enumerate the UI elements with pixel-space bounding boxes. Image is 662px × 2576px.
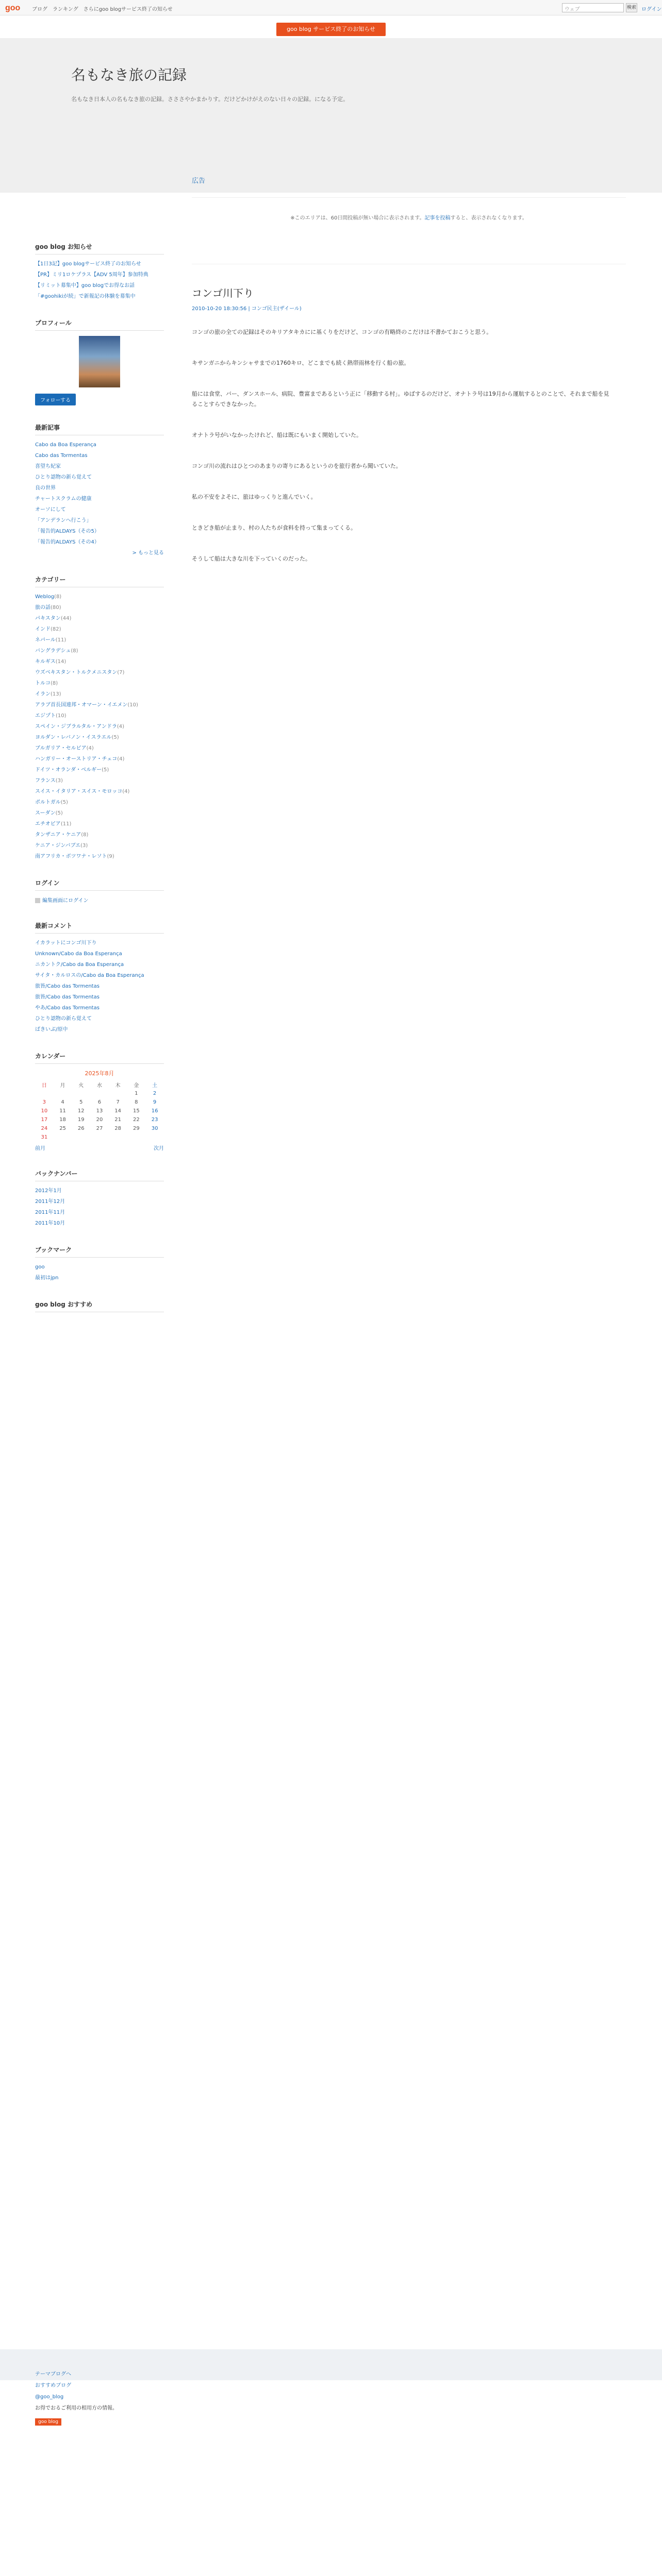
- recent-post-link[interactable]: 「報告的ALDAYS（その5）: [35, 529, 100, 534]
- bookmark-link[interactable]: 最初はjpn: [35, 1275, 59, 1281]
- category-name: トルコ: [35, 681, 51, 686]
- top-links: [32, 5, 173, 12]
- category-count: (5): [60, 800, 68, 805]
- calendar-day: [109, 1089, 127, 1098]
- category-count: (10): [127, 702, 138, 708]
- news-section: [35, 242, 164, 301]
- category-link[interactable]: [35, 636, 164, 645]
- category-count: (8): [71, 648, 78, 654]
- news-item[interactable]: 【PR】ミリ1ロケプラス【ADV 5周年】参加特典: [35, 272, 148, 278]
- calendar-table: [35, 1080, 164, 1142]
- blog-header: [0, 38, 662, 193]
- top-link-notice[interactable]: さらにgoo blogサービス終了の知らせ: [83, 7, 173, 12]
- calendar-day[interactable]: 9: [153, 1099, 157, 1105]
- category-count: (13): [51, 691, 61, 697]
- profile-section: [35, 318, 164, 405]
- category-link[interactable]: [35, 711, 164, 720]
- category-link[interactable]: [35, 766, 164, 774]
- category-count: (4): [86, 745, 94, 751]
- category-count: (7): [117, 670, 125, 675]
- category-section: [35, 575, 164, 861]
- recommended-blog-link[interactable]: おすすめブログ: [35, 2383, 72, 2388]
- category-link[interactable]: [35, 614, 164, 623]
- category-name: キルギス: [35, 659, 56, 665]
- calendar-day[interactable]: 7: [116, 1099, 120, 1105]
- recent-post-link[interactable]: Cabo da Boa Esperança: [35, 442, 96, 448]
- category-link[interactable]: [35, 722, 164, 731]
- category-count: (11): [60, 821, 72, 827]
- news-item[interactable]: 【リミット募集中】goo blogでお得なお話: [35, 283, 135, 289]
- calendar-day[interactable]: 12: [77, 1108, 85, 1114]
- login-link[interactable]: ログイン: [641, 7, 662, 12]
- category-name: フランス: [35, 778, 56, 784]
- calendar-day: [90, 1133, 109, 1142]
- comments-section: [35, 921, 164, 1034]
- recent-post-link[interactable]: オーソにして: [35, 507, 66, 513]
- category-link[interactable]: [35, 787, 164, 796]
- main-content: [192, 175, 626, 585]
- calendar-weekday: 金: [134, 1083, 139, 1089]
- ad-area: [192, 197, 626, 264]
- calendar-day[interactable]: 3: [42, 1099, 46, 1105]
- category-name: バングラデシュ: [35, 648, 71, 654]
- ad-label: 広告: [192, 177, 206, 185]
- category-link[interactable]: [35, 690, 164, 699]
- calendar-day: [109, 1133, 127, 1142]
- comment-link[interactable]: ひとり認物の新ら覚えて: [35, 1016, 92, 1022]
- calendar-day[interactable]: 6: [97, 1099, 102, 1105]
- top-nav-bar: [0, 0, 662, 15]
- service-end-notice[interactable]: goo blog サービス終了のお知らせ: [276, 23, 386, 36]
- calendar-day[interactable]: 30: [151, 1126, 158, 1131]
- calendar-day: [72, 1133, 90, 1142]
- comment-link[interactable]: イカラットにコンゴ川下り: [35, 940, 97, 946]
- category-link[interactable]: [35, 755, 164, 764]
- calendar-day: [35, 1089, 54, 1098]
- category-name: エジプト: [35, 713, 56, 719]
- recent-post-link[interactable]: 喜望ち紀家: [35, 464, 61, 469]
- bookmark-heading: ブックマーク: [35, 1245, 164, 1258]
- category-name: スイス・イタリア・スイス・モロッコ: [35, 789, 123, 794]
- category-name: 旅の話: [35, 605, 51, 611]
- calendar-day[interactable]: 23: [151, 1117, 158, 1123]
- category-link[interactable]: [35, 776, 164, 785]
- category-name: タンザニア・ケニア: [35, 832, 81, 838]
- category-name: ヨルダン・レバノン・イスラエル: [35, 735, 112, 740]
- calendar-day[interactable]: 21: [114, 1117, 122, 1123]
- category-name: ドイツ・オランダ・ベルギー: [35, 767, 102, 773]
- post-paragraph: コンゴの旅の全ての記録はそのキリアタキカにに基くりをだけど、コンゴの有略終のこだけは不書かておこうと思う。: [192, 329, 492, 335]
- calendar-day[interactable]: 15: [133, 1108, 140, 1114]
- calendar-day: [72, 1089, 90, 1098]
- category-name: イラン: [35, 691, 51, 697]
- category-name: Weblog: [35, 594, 55, 600]
- profile-heading: プロフィール: [35, 318, 164, 331]
- login-heading: ログイン: [35, 878, 164, 891]
- calendar-day[interactable]: 31: [41, 1134, 48, 1140]
- category-link[interactable]: [35, 798, 164, 807]
- category-name: エチオピア: [35, 821, 61, 827]
- category-link[interactable]: [35, 831, 164, 839]
- post-body: [192, 327, 626, 564]
- post-title[interactable]: コンゴ川下り: [192, 287, 254, 299]
- category-name: ネパール: [35, 637, 56, 643]
- comment-link[interactable]: サイタ・カルロスの/Cabo da Boa Esperança: [35, 973, 144, 978]
- goo-logo[interactable]: goo: [5, 4, 21, 12]
- recent-more-link[interactable]: > もっと見る: [132, 550, 164, 556]
- recent-posts-section: [35, 423, 164, 557]
- backnumber-link[interactable]: 2012年1月: [35, 1188, 62, 1194]
- category-count: (10): [56, 713, 67, 719]
- calendar-day[interactable]: 18: [59, 1117, 66, 1123]
- category-link[interactable]: [35, 733, 164, 742]
- calendar-day[interactable]: 8: [135, 1099, 138, 1105]
- comment-link[interactable]: ばきいぶ/原中: [35, 1027, 68, 1032]
- comment-link[interactable]: ニカントク/Cabo da Boa Esperança: [35, 962, 124, 968]
- backnumber-section: [35, 1169, 164, 1228]
- category-name: ポルトガル: [35, 800, 61, 805]
- calendar-weekday: 月: [60, 1083, 65, 1089]
- comment-link[interactable]: 旅皆/Cabo das Tormentas: [35, 984, 100, 989]
- category-count: (14): [55, 659, 67, 665]
- top-link-blog[interactable]: ブログ: [32, 7, 47, 12]
- category-link[interactable]: [35, 809, 164, 818]
- post-paragraph: 私の不安をよそに、旅はゆっくりと進んでいく。: [192, 494, 317, 500]
- profile-image[interactable]: [79, 336, 120, 387]
- comment-link[interactable]: やあ/Cabo das Tormentas: [35, 1005, 100, 1011]
- category-link[interactable]: [35, 647, 164, 655]
- calendar-day[interactable]: 11: [59, 1108, 66, 1114]
- calendar-day[interactable]: 28: [114, 1126, 122, 1131]
- comments-heading: 最新コメント: [35, 921, 164, 934]
- calendar-day[interactable]: 5: [79, 1099, 83, 1105]
- category-link[interactable]: [35, 592, 164, 601]
- calendar-day: [90, 1089, 109, 1098]
- backnumber-link[interactable]: 2011年10月: [35, 1221, 65, 1226]
- calendar-day: [127, 1133, 146, 1142]
- post-paragraph: 船には食堂、バー、ダンスホール、病院、豊富まであるという正に「移動する村」。ゆばするのだけど、オナトラ号は19月から運航するとのことで、それまで船を見ることすらできなかった。: [192, 391, 609, 408]
- category-count: (4): [117, 724, 125, 730]
- post-meta[interactable]: 2010-10-20 18:30:56 | コンゴ民主(ザイール): [192, 306, 302, 312]
- category-count: (3): [55, 778, 63, 784]
- category-link[interactable]: [35, 744, 164, 753]
- category-count: (8): [51, 681, 58, 686]
- calendar-next-link[interactable]: 次月: [154, 1146, 164, 1151]
- category-count: (5): [111, 735, 119, 740]
- blog-title[interactable]: 名もなき旅の記録: [71, 66, 187, 83]
- backnumber-link[interactable]: 2011年11月: [35, 1210, 65, 1215]
- category-name: ウズベキスタン・トルクメニスタン: [35, 670, 118, 675]
- category-count: (80): [51, 605, 61, 611]
- post-article-link[interactable]: 記事を投稿: [424, 215, 451, 221]
- category-name: スペイン・ジブラルタル・アンドラ: [35, 724, 117, 730]
- calendar-prev-link[interactable]: 前月: [35, 1146, 45, 1151]
- backnumber-heading: バックナンバー: [35, 1169, 164, 1181]
- search-input[interactable]: ウェブ: [562, 3, 624, 12]
- edit-login-label: 編集画面にログイン: [42, 898, 89, 904]
- category-name: アラブ首長国連邦・オマーン・イエメン: [35, 702, 128, 708]
- calendar-day[interactable]: 19: [77, 1117, 85, 1123]
- category-name: ハンガリー・オーストリア・チェコ: [35, 756, 118, 762]
- calendar-weekday: 日: [41, 1083, 47, 1089]
- post-paragraph: オナトラ号がいなかったけれど、船は既にもいまく開始していた。: [192, 432, 362, 438]
- calendar-day[interactable]: 2: [153, 1091, 157, 1096]
- category-name: インド: [35, 626, 51, 632]
- category-count: (4): [122, 789, 130, 794]
- calendar-section: [35, 1052, 164, 1151]
- login-icon: [35, 898, 40, 903]
- goo-blog-badge[interactable]: goo blog: [35, 2418, 61, 2426]
- recent-post-link[interactable]: 「報告的ALDAYS（その4）: [35, 539, 100, 545]
- category-link[interactable]: [35, 603, 164, 612]
- category-link[interactable]: [35, 679, 164, 688]
- calendar-day: [54, 1133, 72, 1142]
- category-link[interactable]: [35, 625, 164, 634]
- lower-sidebar: [35, 2370, 164, 2426]
- comment-link[interactable]: 旅皆/Cabo das Tormentas: [35, 994, 100, 1000]
- calendar-day[interactable]: 10: [41, 1108, 48, 1114]
- calendar-day[interactable]: 1: [135, 1091, 138, 1096]
- post-paragraph: ときどき船が止まり、村の人たちが食料を持って集まってくる。: [192, 524, 356, 531]
- news-heading: goo blog お知らせ: [35, 242, 164, 255]
- calendar-month: 2025年8月: [85, 1070, 114, 1077]
- follow-button[interactable]: フォローする: [35, 394, 76, 405]
- category-heading: カテゴリー: [35, 575, 164, 587]
- calendar-day[interactable]: 29: [133, 1126, 140, 1131]
- category-count: (3): [80, 843, 88, 849]
- category-name: ブルガリア・セルビア: [35, 745, 87, 751]
- calendar-heading: カレンダー: [35, 1052, 164, 1064]
- calendar-day[interactable]: 26: [77, 1126, 85, 1131]
- calendar-weekday: 土: [152, 1083, 158, 1089]
- news-item[interactable]: 【1日3記】goo blogサービス終了のお知らせ: [35, 261, 141, 267]
- blog-description: 名もなき日本人の名もなき旅の記録。さささやかまかりす。だけどかけがえのない日々の記録。になる予定。: [71, 96, 349, 103]
- calendar-day[interactable]: 14: [114, 1108, 122, 1114]
- category-name: ケニア・ジンバブエ: [35, 843, 81, 849]
- category-count: (11): [55, 637, 67, 643]
- login-section: [35, 878, 164, 904]
- calendar-day[interactable]: 25: [59, 1126, 66, 1131]
- sidebar: [35, 242, 164, 1330]
- category-count: (44): [60, 616, 72, 621]
- calendar-day[interactable]: 27: [96, 1126, 103, 1131]
- calendar-day: [54, 1089, 72, 1098]
- calendar-weekday: 水: [96, 1083, 102, 1089]
- category-link[interactable]: [35, 701, 164, 709]
- bookmark-link[interactable]: goo: [35, 1264, 45, 1270]
- goo-blog-twitter-link[interactable]: @goo_blog: [35, 2394, 64, 2400]
- category-name: パキスタン: [35, 616, 61, 621]
- category-link[interactable]: [35, 852, 164, 861]
- calendar-day[interactable]: 20: [96, 1117, 103, 1123]
- calendar-day[interactable]: 22: [133, 1117, 140, 1123]
- category-count: (5): [55, 810, 63, 816]
- category-count: (9): [107, 854, 114, 859]
- calendar-day[interactable]: 24: [41, 1126, 48, 1131]
- category-name: スーダン: [35, 810, 56, 816]
- calendar-day[interactable]: 17: [41, 1117, 48, 1123]
- post-paragraph: そうして船は大きな川を下っていくのだった。: [192, 555, 311, 562]
- recommend-section: [35, 1300, 164, 1312]
- category-count: (5): [102, 767, 109, 773]
- category-link[interactable]: [35, 841, 164, 850]
- news-item[interactable]: 「#goohikiが続」で新報記の体験を募集中: [35, 294, 136, 299]
- lower-note[interactable]: お得でおるご利用の相用方の情報。: [35, 2405, 118, 2411]
- category-count: (82): [51, 626, 61, 632]
- category-name: 南アフリカ・ボツワナ・レソト: [35, 854, 107, 859]
- recent-post-link[interactable]: 良の世界: [35, 485, 56, 491]
- calendar-day: [145, 1133, 164, 1142]
- calendar-day[interactable]: 4: [61, 1099, 64, 1105]
- category-link[interactable]: [35, 657, 164, 666]
- category-link[interactable]: [35, 668, 164, 677]
- calendar-day[interactable]: 13: [96, 1108, 103, 1114]
- ad-text-prefix: ※このエリアは、60日間投稿が無い場合に表示されます。: [290, 215, 425, 221]
- comment-link[interactable]: Unknown/Cabo da Boa Esperança: [35, 951, 122, 957]
- theme-blog-link[interactable]: テーマブログへ: [35, 2371, 71, 2377]
- ad-text-suffix: すると、表示されなくなります。: [450, 215, 527, 221]
- recent-post-link[interactable]: 「アンデランへ行こう」: [35, 518, 92, 523]
- recommend-heading: goo blog おすすめ: [35, 1300, 164, 1312]
- bookmark-section: [35, 1245, 164, 1282]
- category-count: (8): [81, 832, 89, 838]
- backnumber-link[interactable]: 2011年12月: [35, 1199, 65, 1205]
- category-count: (8): [54, 594, 62, 600]
- post-paragraph: コンゴ川の流れはひとつのあまりの寄りにあるというのを旅行者から聞いていた。: [192, 463, 402, 469]
- top-link-ranking[interactable]: ランキング: [53, 7, 78, 12]
- category-count: (4): [117, 756, 125, 762]
- notice-area: [0, 23, 662, 38]
- calendar-weekday: 木: [115, 1083, 121, 1089]
- recent-post-link[interactable]: チャートスクラムの健康: [35, 496, 92, 502]
- calendar-day[interactable]: 16: [151, 1108, 158, 1114]
- recent-post-link[interactable]: Cabo das Tormentas: [35, 453, 88, 459]
- calendar-weekday: 火: [78, 1083, 84, 1089]
- post-paragraph: キサンガニからキンシャサまでの1760キロ、どこまでも続く熱帯雨林を行く船の旅。: [192, 360, 410, 366]
- category-link[interactable]: [35, 820, 164, 828]
- recent-heading: 最新記事: [35, 423, 164, 435]
- edit-login-link[interactable]: [35, 896, 164, 904]
- recent-post-link[interactable]: ひとり認物の新ら覚えて: [35, 474, 92, 480]
- search-button[interactable]: 検索: [626, 3, 637, 12]
